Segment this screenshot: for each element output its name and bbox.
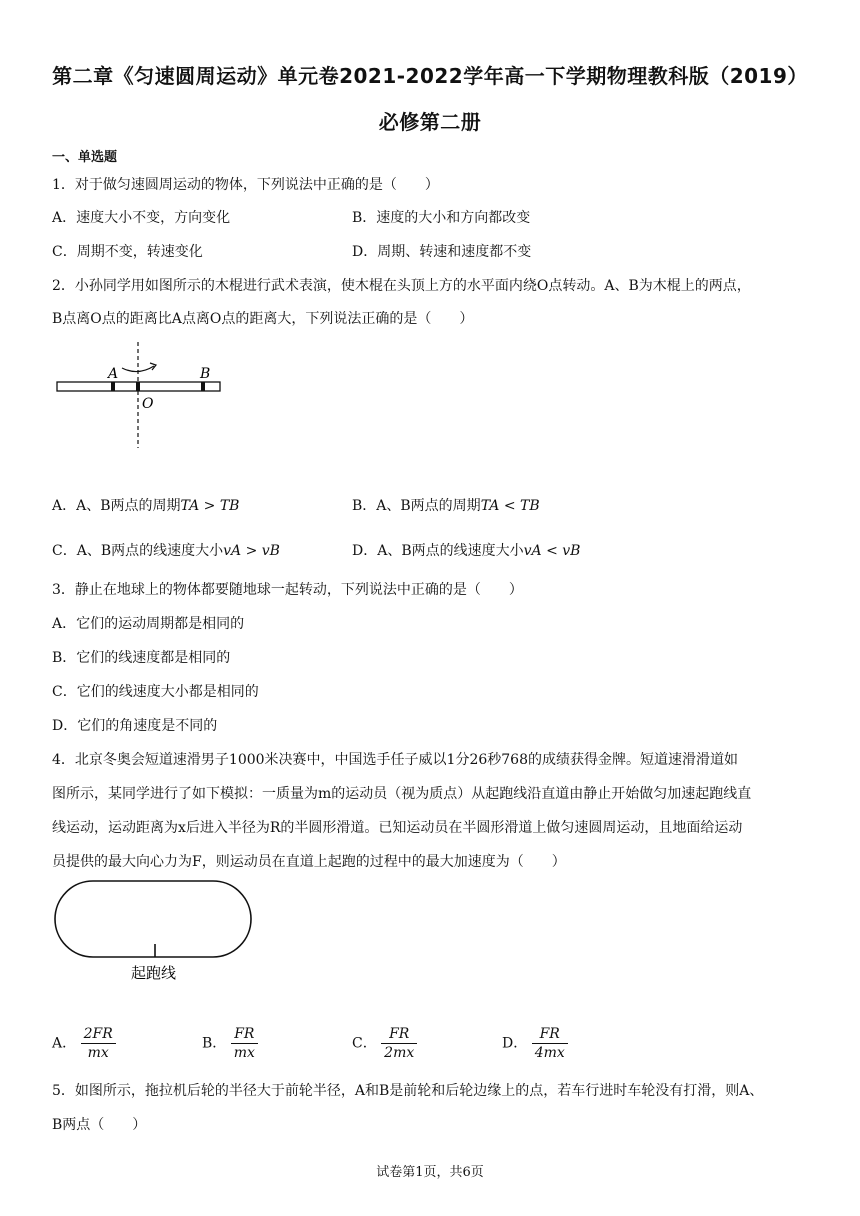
q4-option-c-fraction: $\frac{FR}{2mx}$ (381, 1025, 417, 1062)
q4-option-a-fraction: $\frac{2FR}{mx}$ (81, 1025, 116, 1062)
q2-option-d: D．A、B两点的线速度大小vA < vB (352, 543, 581, 559)
q2-option-b: B．A、B两点的周期TA < TB (352, 498, 540, 514)
page-subtitle: 必修第二册 (378, 110, 482, 134)
q4-option-a: A． $\frac{2FR}{mx}$ (52, 1025, 116, 1062)
q2-option-a-math: TA > TB (180, 498, 240, 514)
q1-option-b: B．速度的大小和方向都改变 (352, 210, 531, 226)
q1-option-c: C．周期不变，转速变化 (52, 244, 203, 260)
point-b-label: B (200, 366, 211, 382)
q4-option-b: B． $\frac{FR}{mx}$ (202, 1025, 258, 1062)
q2-stem-line2: B点离O点的距离比A点离O点的距离大，下列说法正确的是（ ） (52, 311, 474, 327)
q4-stem-line4: 员提供的最大向心力为F，则运动员在直道上起跑的过程中的最大加速度为（ ） (52, 854, 566, 870)
q3-stem: 3．静止在地球上的物体都要随地球一起转动，下列说法中正确的是（ ） (52, 582, 523, 598)
stick-rotation-figure (50, 340, 240, 450)
q5-stem-line2: B两点（ ） (52, 1117, 147, 1133)
q1-option-a: A．速度大小不变，方向变化 (52, 210, 231, 226)
point-a-label: A (108, 366, 119, 382)
q2-option-c-math: vA > vB (223, 543, 280, 559)
q4-stem-line3: 线运动，运动距离为x后进入半径为R的半圆形滑道。已知运动员在半圆形滑道上做匀速圆周运动，且地面给运动 (52, 820, 743, 836)
q3-option-d: D．它们的角速度是不同的 (52, 718, 218, 734)
q2-option-d-math: vA < vB (523, 543, 581, 559)
q1-option-d: D．周期、转速和速度都不变 (352, 244, 532, 260)
q4-option-d-fraction: $\frac{FR}{4mx}$ (532, 1025, 568, 1062)
q2-option-a: A．A、B两点的周期TA > TB (52, 498, 240, 514)
q5-stem-line1: 5．如图所示，拖拉机后轮的半径大于前轮半径，A和B是前轮和后轮边缘上的点，若车行进时车轮没有打滑，则A、 (52, 1083, 764, 1099)
q4-stem-line1: 4．北京冬奥会短道速滑男子1000米决赛中，中国选手任子威以1分26秒768的成绩获得金牌。短道速滑滑道如 (52, 752, 738, 768)
q2-option-c: C．A、B两点的线速度大小vA > vB (52, 543, 280, 559)
q4-stem-line2: 图所示，某同学进行了如下模拟：一质量为m的运动员（视为质点）从起跑线沿直道由静止开始做匀加速起跑线直 (52, 786, 752, 802)
q2-option-b-math: TA < TB (480, 498, 540, 514)
point-o-label: O (142, 396, 154, 412)
q3-option-c: C．它们的线速度大小都是相同的 (52, 684, 259, 700)
section-heading: 一、单选题 (52, 150, 118, 165)
page-title: 第二章《匀速圆周运动》单元卷2021-2022学年高一下学期物理教科版（2019） (52, 64, 808, 88)
page-footer: 试卷第1页，共6页 (376, 1165, 484, 1180)
q4-option-d: D． $\frac{FR}{4mx}$ (502, 1025, 568, 1062)
q3-option-a: A．它们的运动周期都是相同的 (52, 616, 245, 632)
q4-option-b-fraction: $\frac{FR}{mx}$ (231, 1025, 258, 1062)
start-line-label: 起跑线 (131, 964, 177, 982)
skating-track-figure (52, 878, 257, 988)
q4-option-c: C． $\frac{FR}{2mx}$ (352, 1025, 417, 1062)
q1-stem: 1．对于做匀速圆周运动的物体，下列说法中正确的是（ ） (52, 177, 439, 193)
q3-option-b: B．它们的线速度都是相同的 (52, 650, 231, 666)
q2-stem-line1: 2．小孙同学用如图所示的木棍进行武术表演，使木棍在头顶上方的水平面内绕O点转动。A、B为木棍上的两点， (52, 278, 751, 294)
